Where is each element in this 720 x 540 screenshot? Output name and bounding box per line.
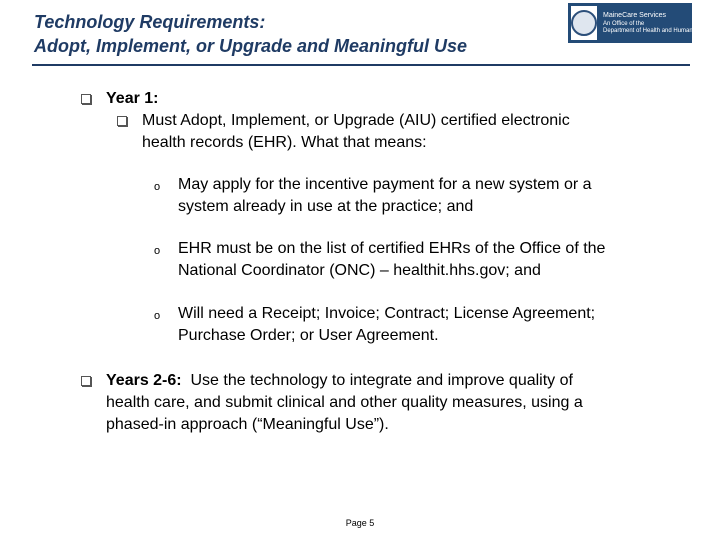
years26-line-1-text: Use the technology to integrate and improve quality of: [181, 372, 573, 389]
year1-subpoint: [142, 110, 570, 154]
square-bullet-icon: [81, 94, 91, 104]
list-item-line-2: Purchase Order; or User Agreement.: [178, 327, 439, 344]
title-line-1: Technology Requirements:: [34, 12, 266, 32]
list-item-line-1: EHR must be on the list of certified EHRs of the Office of the: [178, 240, 606, 257]
logo-brand: MaineCare Services: [603, 11, 667, 19]
list-item: [178, 174, 592, 218]
state-seal-icon: [571, 6, 597, 40]
years26-label: Years 2-6:: [106, 372, 182, 389]
header-divider: [32, 64, 690, 66]
years26-line-3: phased-in approach (“Meaningful Use”).: [106, 416, 389, 433]
circle-bullet-icon: o: [154, 181, 161, 193]
years26-line-1: [106, 370, 583, 392]
square-bullet-icon: [81, 376, 91, 386]
years26-line-2: health care, and submit clinical and other quality measures, using a: [106, 394, 583, 411]
list-item-line-2: system already in use at the practice; and: [178, 198, 474, 215]
year1-heading: [106, 88, 158, 110]
list-item: [178, 303, 595, 347]
square-bullet-icon: [117, 116, 127, 126]
year1-label: Year 1:: [106, 90, 159, 107]
year1-subpoint-line-2: health records (EHR). What that means:: [142, 134, 427, 151]
logo-line-1: An Office of the: [603, 20, 645, 27]
circle-bullet-icon: o: [154, 245, 161, 257]
list-item: [178, 238, 605, 282]
list-item-line-2: National Coordinator (ONC) – healthit.hhs.gov; and: [178, 262, 541, 279]
circle-bullet-icon: o: [154, 310, 161, 322]
mainecare-logo: [568, 3, 718, 43]
logo-line-2: Department of Health and Human Services: [603, 27, 718, 34]
list-item-line-1: May apply for the incentive payment for a new system or a: [178, 176, 592, 193]
title-line-2: Adopt, Implement, or Upgrade and Meaningful Use: [34, 36, 468, 56]
years26-paragraph: [106, 370, 583, 436]
logo-text: [603, 12, 717, 35]
list-item-line-1: Will need a Receipt; Invoice; Contract; License Agreement;: [178, 305, 596, 322]
year1-subpoint-line-1: Must Adopt, Implement, or Upgrade (AIU) certified electronic: [142, 112, 570, 129]
page-number: Page 5: [345, 518, 375, 528]
page-title: [34, 10, 554, 58]
